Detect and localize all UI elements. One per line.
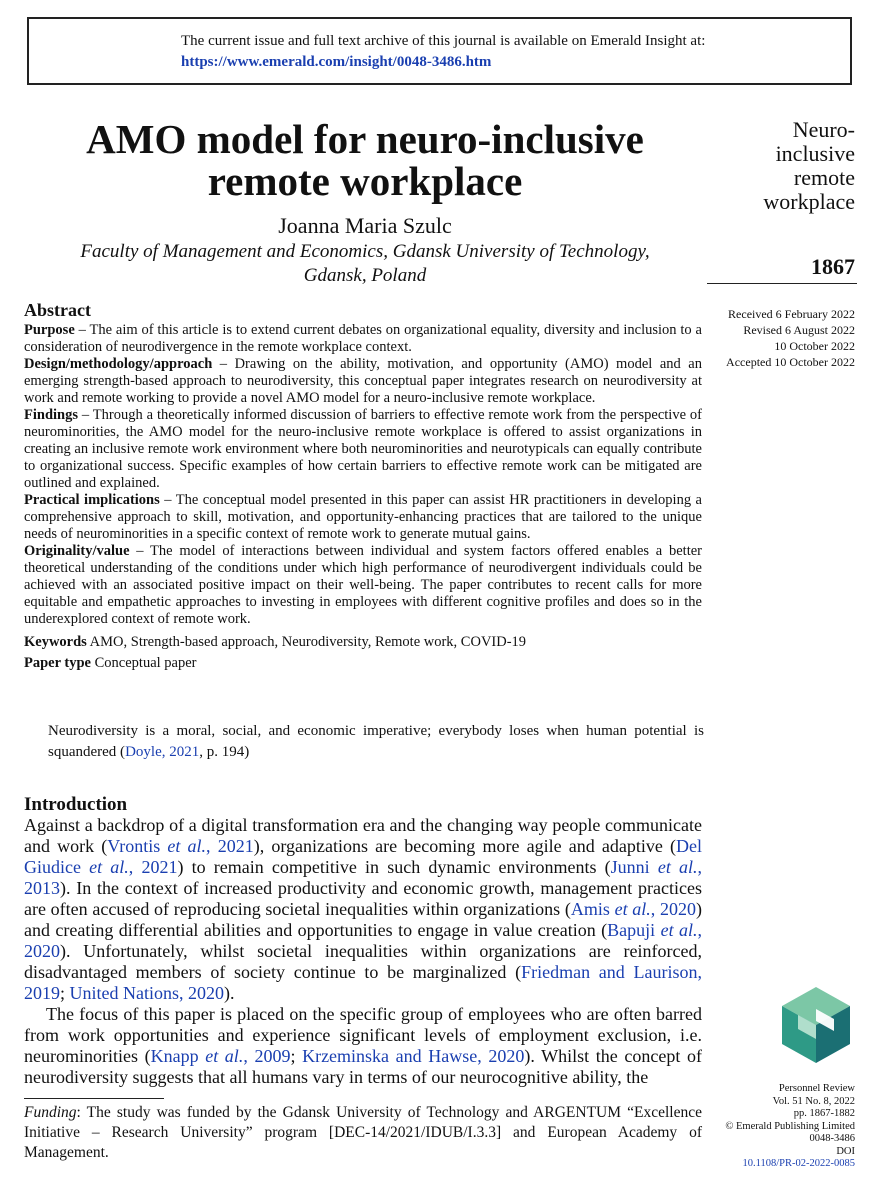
banner-text: The current issue and full text archive of this journal is available on Emerald Insight at: <box>181 33 706 49</box>
running-title-line: remote <box>793 165 855 190</box>
article-title <box>30 118 700 202</box>
journal-doi <box>725 1146 855 1171</box>
abstract-keywords <box>24 634 702 651</box>
title-line-2: remote workplace <box>207 158 523 204</box>
running-title-line: workplace <box>763 189 855 214</box>
revised-date-2: 10 October 2022 <box>774 339 855 353</box>
journal-url-link[interactable]: https://www.emerald.com/insight/0048-3486.htm <box>181 54 492 70</box>
citation-link[interactable]: , 2013 <box>24 857 702 898</box>
emerald-publishing-logo <box>776 985 856 1065</box>
findings-label: Findings <box>24 407 78 423</box>
purpose-text: – The aim of this article is to extend current debates on organizational equality, diversity and inclusion to a consideration of neurodivergence in the remote workplace context. <box>24 322 702 355</box>
abstract-findings <box>24 407 702 492</box>
citation-link[interactable]: Amis <box>570 899 615 919</box>
funding-text: : The study was funded by the Gdansk University of Technology and ARGENTUM “Excellence Initiative – Research University” program [DEC-14/2021/IDUB/I.3.3] and European Academy of Management. <box>24 1104 702 1161</box>
journal-issn: 0048-3486 <box>809 1133 855 1144</box>
abstract-paper-type <box>24 655 702 672</box>
journal-info <box>725 1083 855 1171</box>
paragraph-text: ). <box>224 983 235 1003</box>
epigraph-tail: , p. 194) <box>199 744 250 760</box>
author-name: Joanna Maria Szulc <box>278 213 452 238</box>
citation-link[interactable]: , 2020 <box>650 899 696 919</box>
citation-link[interactable]: et al. <box>660 920 698 940</box>
citation-link[interactable]: et al. <box>205 1046 244 1066</box>
paragraph-text: ), organizations are becoming more agile and adaptive ( <box>253 836 677 856</box>
findings-text: – Through a theoretically informed discussion of barriers to effective remote work from the perspective of neurominorities, the AMO model for the neuro-inclusive remote workplace is offered to assist organizations in creating an inclusive remote work environment where both neurominorities and neurotypicals can equally contribute to organizational success. Specific examples of how certain barriers to effective remote work can be mitigated are outlined and explained. <box>24 407 702 491</box>
citation-link[interactable]: , 2020 <box>24 920 702 961</box>
citation-link[interactable]: Del Giudice <box>24 836 703 877</box>
citation-link[interactable]: United Nations, 2020 <box>69 983 225 1003</box>
affiliation-line-1: Faculty of Management and Economics, Gdansk University of Technology, <box>80 241 650 262</box>
paper-type-label: Paper type <box>24 655 91 671</box>
journal-pages: pp. 1867-1882 <box>793 1108 855 1119</box>
doi-label: DOI <box>836 1145 855 1157</box>
running-title-line: inclusive <box>775 141 855 166</box>
keywords-label: Keywords <box>24 634 87 650</box>
author-affiliation <box>30 240 700 288</box>
originality-text: – The model of interactions between individual and system factors offered enables a better theoretical understanding of the conditions under which high performance of neurodivergent individuals could be achieved with an associated positive impact on their well-being. The paper contributes to recent calls for more equitable and empathetic approaches to investing in employees with different cognitive profiles and does so in the underexplored context of remote work. <box>24 543 702 627</box>
paper-type-text: Conceptual paper <box>91 655 197 671</box>
journal-volume: Vol. 51 No. 8, 2022 <box>772 1095 855 1107</box>
epigraph-text: Neurodiversity is a moral, social, and economic imperative; everybody loses when human potential is squandered ( <box>48 723 704 760</box>
citation-link[interactable]: , 2021 <box>206 836 254 856</box>
accepted-date: Accepted 10 October 2022 <box>726 355 855 369</box>
citation-link[interactable]: et al. <box>167 836 207 856</box>
citation-link[interactable]: Friedman and Laurison, 2019 <box>24 962 702 1003</box>
paragraph-text: Against a backdrop of a digital transformation era and the changing way people communicate and work ( <box>24 815 702 856</box>
paragraph-text: ). In the context of increased productivity and economic growth, management practices are often accused of reproducing societal inequalities within organizations ( <box>24 878 702 919</box>
journal-availability-banner <box>27 17 852 85</box>
doi-link[interactable]: 10.1108/PR-02-2022-0085 <box>742 1158 855 1169</box>
citation-link[interactable]: Junni <box>610 857 658 877</box>
introduction-body <box>24 815 702 1088</box>
journal-copyright: © Emerald Publishing Limited <box>725 1120 855 1132</box>
funding-label: Funding <box>24 1104 77 1121</box>
design-label: Design/methodology/approach <box>24 356 213 372</box>
citation-link[interactable]: et al. <box>89 857 129 877</box>
practical-text: – The conceptual model presented in this paper can assist HR practitioners in developing a comprehensive approach to skill, motivation, and opportunity-enhancing practices that are tailored to the unique needs of neurominorities in a specific context of remote work to generate mutual gains. <box>24 492 702 542</box>
citation-link[interactable]: Krzeminska and Hawse, 2020 <box>302 1046 525 1066</box>
introduction-heading: Introduction <box>24 794 128 815</box>
citation-link[interactable]: Bapuji <box>607 920 661 940</box>
running-title <box>763 118 855 214</box>
citation-link[interactable]: et al. <box>657 857 698 877</box>
running-title-line: Neuro- <box>792 117 855 142</box>
footnote-divider <box>24 1098 164 1099</box>
paragraph-text: ) and creating differential abilities and opportunities to engage in value creation ( <box>24 899 702 940</box>
design-text: – Drawing on the ability, motivation, and opportunity (AMO) model and an emerging strength-based approach to neurodiversity, this conceptual paper integrates research on neurodiversity at work and remote working to provide a novel AMO model for a neuro-inclusive remote workplace. <box>24 356 702 406</box>
paragraph-text: ; <box>290 1046 303 1066</box>
page-number: 1867 <box>811 254 855 279</box>
practical-label: Practical implications <box>24 492 160 508</box>
epigraph-citation-link[interactable]: Doyle, 2021 <box>125 744 200 760</box>
citation-link[interactable]: Knapp <box>150 1046 206 1066</box>
abstract-design <box>24 356 702 407</box>
keywords-text: AMO, Strength-based approach, Neurodiversity, Remote work, COVID-19 <box>86 634 527 650</box>
intro-paragraph-2 <box>24 1004 702 1088</box>
article-history <box>726 306 855 370</box>
title-line-1: AMO model for neuro-inclusive <box>86 116 644 162</box>
abstract-originality <box>24 543 702 628</box>
epigraph <box>48 721 704 763</box>
revised-date: Revised 6 August 2022 <box>743 323 855 337</box>
paragraph-text: ). Unfortunately, whilst societal inequalities within organizations are reinforced, disadvantaged members of society continue to be marginalized ( <box>24 941 702 982</box>
paragraph-text: ) to remain competitive in such dynamic environments ( <box>177 857 611 877</box>
paragraph-text: ). Whilst the concept of neurodiversity suggests that all humans vary in terms of our neurocognitive ability, the <box>24 1046 702 1087</box>
intro-paragraph-1 <box>24 815 702 1004</box>
sidebar-divider <box>707 283 857 284</box>
originality-label: Originality/value <box>24 543 130 559</box>
funding-footnote <box>24 1103 702 1163</box>
abstract-body <box>24 322 702 672</box>
paragraph-text: The focus of this paper is placed on the specific group of employees who are often barred from work opportunities and experience significant levels of employment exclusion, i.e. neurominorities ( <box>24 1004 702 1066</box>
affiliation-line-2: Gdansk, Poland <box>303 265 427 286</box>
received-date: Received 6 February 2022 <box>728 307 855 321</box>
abstract-purpose <box>24 322 702 356</box>
citation-link[interactable]: et al. <box>614 899 651 919</box>
citation-link[interactable]: , 2009 <box>243 1046 291 1066</box>
paragraph-text: ; <box>60 983 70 1003</box>
citation-link[interactable]: Vrontis <box>107 836 168 856</box>
journal-name: Personnel Review <box>778 1083 855 1094</box>
citation-link[interactable]: , 2021 <box>128 857 178 877</box>
abstract-practical <box>24 492 702 543</box>
purpose-label: Purpose <box>24 322 75 338</box>
abstract-heading: Abstract <box>24 300 91 320</box>
